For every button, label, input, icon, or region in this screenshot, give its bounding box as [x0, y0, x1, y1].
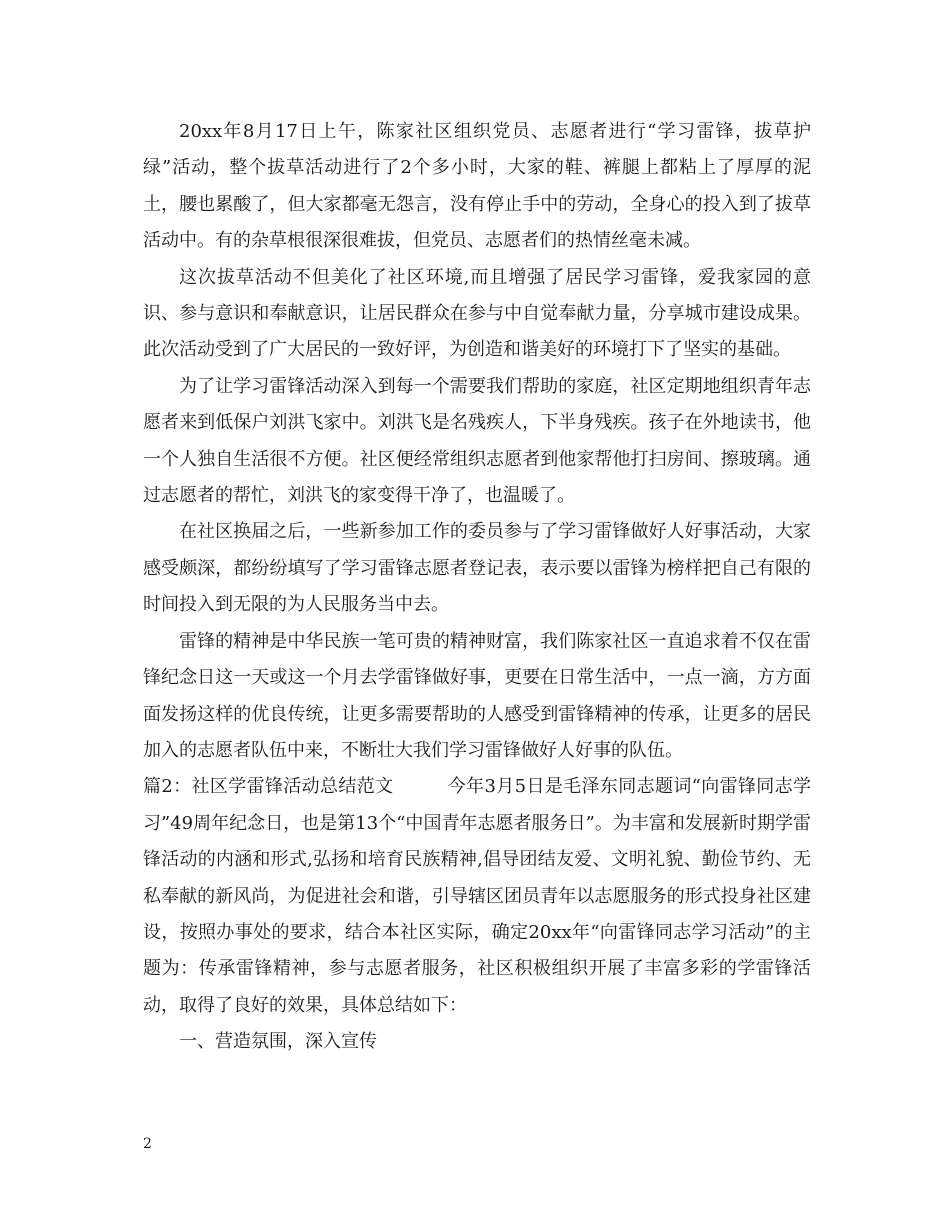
paragraph-grass-weeding-activity: 20xx年8月17日上午，陈家社区组织党员、志愿者进行“学习雷锋，拔草护绿”活动，整个拔草活动进行了2个多小时，大家的鞋、裤腿上都粘上了厚厚的泥土，腰也累酸了，但大家都毫无怨言，没有停止手中的劳动，全身心的投入到了拔草活动中。有的杂草根很深很难拔，但党员、志愿者们的热情丝毫未减。 [143, 121, 811, 252]
section-body: 今年3月5日是毛泽东同志题词“向雷锋同志学习”49周年纪念日，也是第13个“中国青年志愿者服务日”。为丰富和发展新时期学雷锋活动的内涵和形式,弘扬和培育民族精神,倡导团结友爱、文明礼貌、勤俭节约、无私奉献的新风尚，为促进社会和谐，引导辖区团员青年以志愿服务的形式投身社区建设，按照办事处的要求，结合本社区实际，确定20xx年“向雷锋同志学习活动”的主题为：传承雷锋精神，参与志愿者服务，社区积极组织开展了丰富多彩的学雷锋活动，取得了良好的效果，具体总结如下： [143, 776, 812, 1016]
paragraph-activity-significance: 这次拔草活动不但美化了社区环境,而且增强了居民学习雷锋，爱我家园的意识、参与意识和奉献意识，让居民群众在参与中自觉奉献力量，分享城市建设成果。此次活动受到了广大居民的一致好评，为创造和谐美好的环境打下了坚实的基础。 [143, 266, 811, 361]
paragraph-new-committee-members: 在社区换届之后，一些新参加工作的委员参与了学习雷锋做好人好事活动，大家感受颇深，都纷纷填写了学习雷锋志愿者登记表，表示要以雷锋为榜样把自己有限的时间投入到无限的为人民服务当中去。 [143, 521, 811, 616]
document-body [143, 114, 811, 1061]
page-number: 2 [143, 1136, 152, 1152]
paragraph-lei-feng-spirit: 雷锋的精神是中华民族一笔可贵的精神财富，我们陈家社区一直追求着不仅在雷锋纪念日这一天或这一个月去学雷锋做好事，更要在日常生活中，一点一滴，方方面面发扬这样的优良传统，让更多需要帮助的人感受到雷锋精神的传承，让更多的居民加入的志愿者队伍中来，不断壮大我们学习雷锋做好人好事的队伍。 [143, 630, 811, 761]
section-title: 篇2：社区学雷锋活动总结范文 [143, 776, 394, 798]
section-2-paragraph [143, 769, 811, 1024]
paragraph-helping-family: 为了让学习雷锋活动深入到每一个需要我们帮助的家庭，社区定期地组织青年志愿者来到低保户刘洪飞家中。刘洪飞是名残疾人，下半身残疾。孩子在外地读书，他一个人独自生活很不方便。社区便经常组织志愿者到他家帮他打扫房间、擦玻璃。通过志愿者的帮忙，刘洪飞的家变得干净了，也温暖了。 [143, 375, 811, 507]
heading-create-atmosphere: 一、营造氛围，深入宣传 [179, 1031, 377, 1053]
